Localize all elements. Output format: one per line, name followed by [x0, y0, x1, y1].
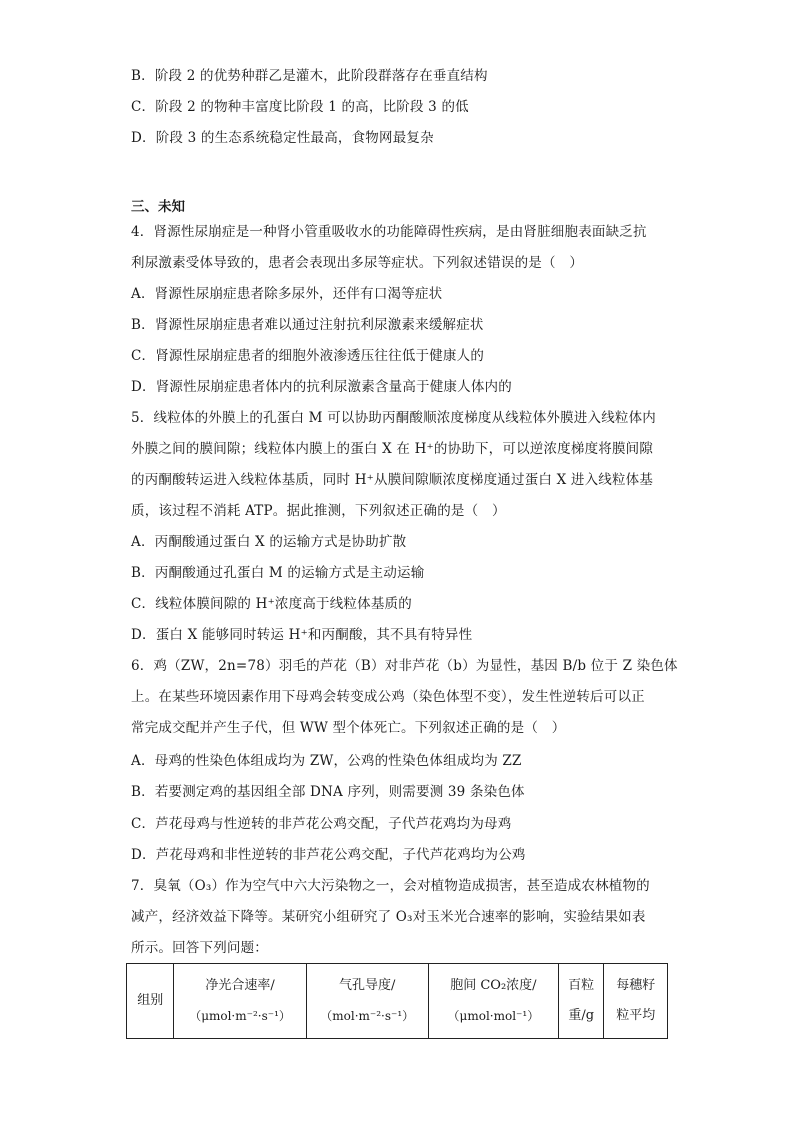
q5-stem-line-3: 的丙酮酸转运进入线粒体基质，同时 H⁺从膜间隙顺浓度梯度通过蛋白 X 进入线粒体基 [131, 472, 654, 488]
header-cell-grains-per-ear [604, 964, 668, 1039]
q3-option-d: D．阶段 3 的生态系统稳定性最高，食物网最复杂 [131, 130, 434, 146]
header-unit: （mol·m⁻²·s⁻¹） [320, 1009, 415, 1023]
header-unit: 重/g [568, 1008, 595, 1023]
q4-stem-line-1: 4．肾源性尿崩症是一种肾小管重吸收水的功能障碍性疾病，是由肾脏细胞表面缺乏抗 [131, 224, 647, 240]
q5-option-a: A．丙酮酸通过蛋白 X 的运输方式是协助扩散 [131, 534, 407, 550]
q6-option-a: A．母鸡的性染色体组成均为 ZW，公鸡的性染色体组成均为 ZZ [131, 753, 522, 769]
q7-data-table [126, 963, 668, 1039]
q6-stem-line-3: 常完成交配并产生子代，但 WW 型个体死亡。下列叙述正确的是（ ） [131, 720, 566, 736]
header-unit: 粒平均 [616, 1008, 656, 1023]
q5-option-b: B．丙酮酸通过孔蛋白 M 的运输方式是主动运输 [131, 565, 425, 581]
table-header-row [127, 964, 668, 1039]
q4-stem-line-2: 利尿激素受体导致的，患者会表现出多尿等症状。下列叙述错误的是（ ） [131, 255, 584, 271]
q3-option-b: B．阶段 2 的优势种群乙是灌木，此阶段群落存在垂直结构 [131, 68, 488, 84]
q4-option-b: B．肾源性尿崩症患者难以通过注射抗利尿激素来缓解症状 [131, 317, 484, 333]
q7-stem-line-1: 7．臭氧（O₃）作为空气中六大污染物之一，会对植物造成损害，甚至造成农林植物的 [131, 878, 650, 894]
q6-stem-line-2: 上。在某些环境因素作用下母鸡会转变成公鸡（染色体型不变），发生性逆转后可以正 [131, 689, 645, 705]
header-main: 胞间 CO₂浓度/ [450, 978, 537, 993]
header-main: 组别 [137, 993, 164, 1008]
header-cell-stomatal-conductance [306, 964, 428, 1039]
header-unit: （μmol·m⁻²·s⁻¹） [189, 1009, 291, 1023]
header-unit: （μmol·mol⁻¹） [447, 1009, 540, 1023]
q5-stem-line-4: 质，该过程不消耗 ATP。据此推测，下列叙述正确的是（ ） [131, 503, 506, 519]
q7-stem-line-3: 所示。回答下列问题： [131, 940, 268, 956]
q4-option-d: D．肾源性尿崩症患者体内的抗利尿激素含量高于健康人体内的 [131, 379, 512, 395]
q5-stem-line-1: 5．线粒体的外膜上的孔蛋白 M 可以协助丙酮酸顺浓度梯度从线粒体外膜进入线粒体内 [131, 410, 656, 426]
q6-option-b: B．若要测定鸡的基因组全部 DNA 序列，则需要测 39 条染色体 [131, 784, 525, 800]
q7-stem-line-2: 减产，经济效益下降等。某研究小组研究了 O₃对玉米光合速率的影响，实验结果如表 [131, 909, 646, 925]
q6-stem-line-1: 6．鸡（ZW，2n=78）羽毛的芦花（B）对非芦花（b）为显性，基因 B/b 位于 Z 染色体 [131, 658, 678, 674]
q6-option-d: D．芦花母鸡和非性逆转的非芦花公鸡交配，子代芦花鸡均为公鸡 [131, 847, 526, 863]
q4-option-a: A．肾源性尿崩症患者除多尿外，还伴有口渴等症状 [131, 286, 443, 302]
header-main: 每穗籽 [616, 978, 656, 993]
q5-option-d: D．蛋白 X 能够同时转运 H⁺和丙酮酸，其不具有特异性 [131, 627, 473, 643]
q4-option-c: C．肾源性尿崩症患者的细胞外液渗透压往往低于健康人的 [131, 348, 485, 364]
header-cell-group [127, 964, 174, 1039]
q5-stem-line-2: 外膜之间的膜间隙；线粒体内膜上的蛋白 X 在 H⁺的协助下，可以逆浓度梯度将膜间隙 [131, 441, 654, 457]
header-main: 净光合速率/ [205, 978, 275, 993]
header-cell-net-photosynthesis [174, 964, 306, 1039]
q3-option-c: C．阶段 2 的物种丰富度比阶段 1 的高，比阶段 3 的低 [131, 99, 469, 115]
q5-option-c: C．线粒体膜间隙的 H⁺浓度高于线粒体基质的 [131, 596, 412, 612]
section-title: 三、未知 [131, 199, 185, 215]
header-cell-intercellular-co2 [428, 964, 558, 1039]
q6-option-c: C．芦花母鸡与性逆转的非芦花公鸡交配，子代芦花鸡均为母鸡 [131, 816, 512, 832]
header-main: 百粒 [568, 978, 595, 993]
header-main: 气孔导度/ [339, 978, 396, 993]
header-cell-hundred-grain-weight [558, 964, 603, 1039]
